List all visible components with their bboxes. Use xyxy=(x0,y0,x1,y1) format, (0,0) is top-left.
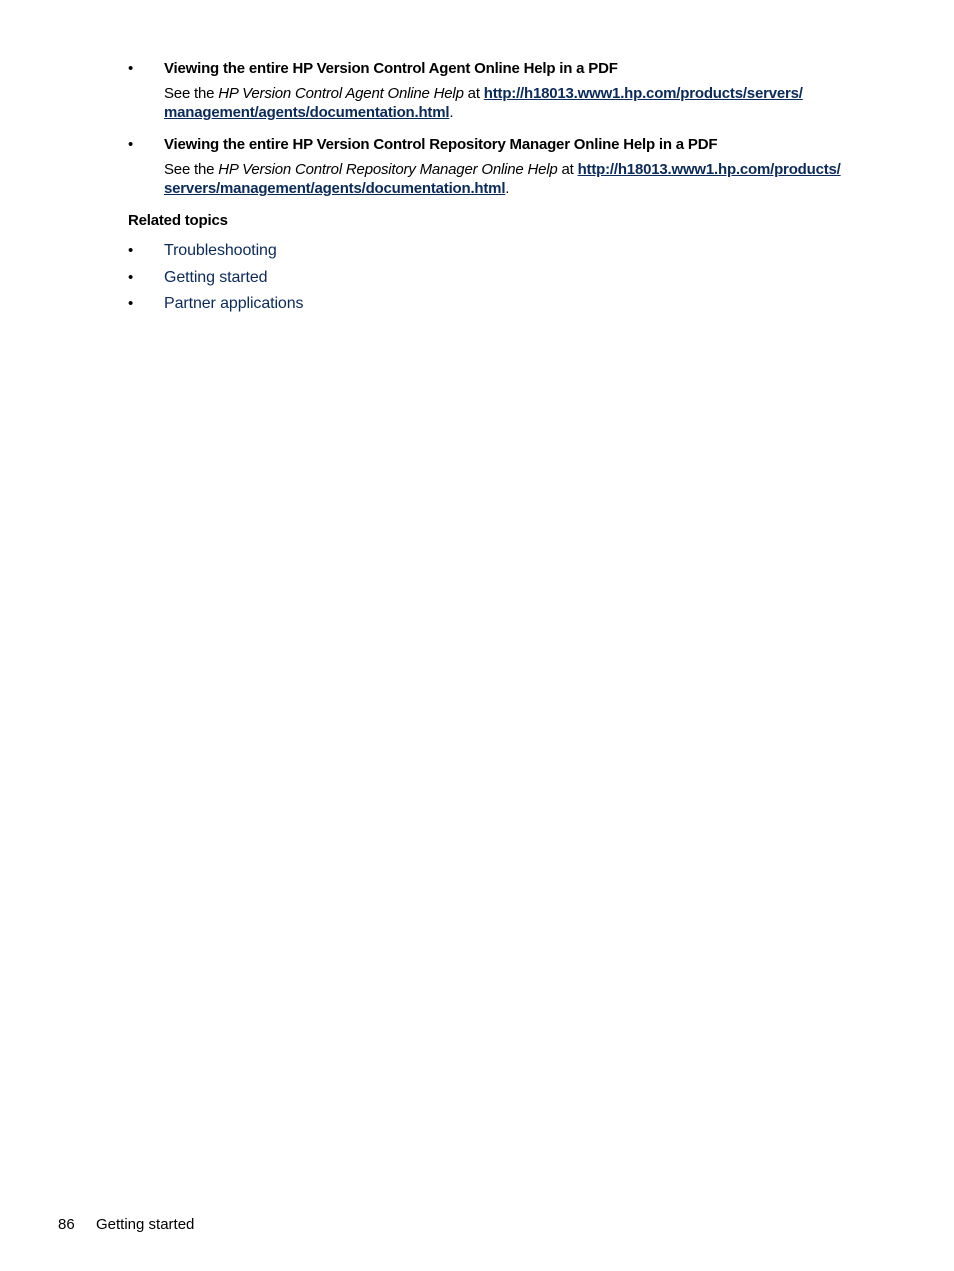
body-prefix: See the xyxy=(164,161,219,178)
related-link-partner-applications[interactable]: Partner applications xyxy=(164,295,304,312)
item-body xyxy=(164,84,888,122)
list-item xyxy=(128,267,888,294)
link-line-2: servers/management/agents/documentation.html xyxy=(164,180,506,197)
body-mid: at xyxy=(557,161,578,178)
related-link-troubleshooting[interactable]: Troubleshooting xyxy=(164,242,277,259)
body-prefix: See the xyxy=(164,85,219,102)
doc-title: HP Version Control Agent Online Help xyxy=(218,85,464,102)
list-item xyxy=(128,293,888,320)
item-body xyxy=(164,160,888,198)
bullet-icon: • xyxy=(128,60,134,77)
link-line-1: http://h18013.www1.hp.com/products/ xyxy=(577,161,841,178)
link-line-1: http://h18013.www1.hp.com/products/servers/ xyxy=(483,85,803,102)
link-line-2: management/agents/documentation.html xyxy=(164,104,450,121)
item-title: Viewing the entire HP Version Control Repository Manager Online Help in a PDF xyxy=(164,136,718,153)
related-topics-heading: Related topics xyxy=(128,212,228,229)
body-suffix: . xyxy=(505,180,510,197)
page-footer xyxy=(58,1214,194,1236)
related-topics-list xyxy=(128,240,888,320)
body-mid: at xyxy=(463,85,484,102)
item-title: Viewing the entire HP Version Control Agent Online Help in a PDF xyxy=(164,60,618,77)
page-number: 86 xyxy=(58,1216,75,1233)
bullet-icon: • xyxy=(128,268,134,286)
list-item xyxy=(128,240,888,267)
list-item-agent-help xyxy=(128,58,888,122)
bullet-icon: • xyxy=(128,295,134,312)
body-suffix: . xyxy=(449,104,454,121)
footer-section-title: Getting started xyxy=(96,1216,195,1233)
page-content xyxy=(128,58,888,320)
doc-title: HP Version Control Repository Manager Online Help xyxy=(218,161,558,178)
related-link-getting-started[interactable]: Getting started xyxy=(164,268,268,286)
bullet-icon: • xyxy=(128,136,134,153)
bullet-icon: • xyxy=(128,242,134,259)
list-item-repository-help xyxy=(128,134,888,198)
